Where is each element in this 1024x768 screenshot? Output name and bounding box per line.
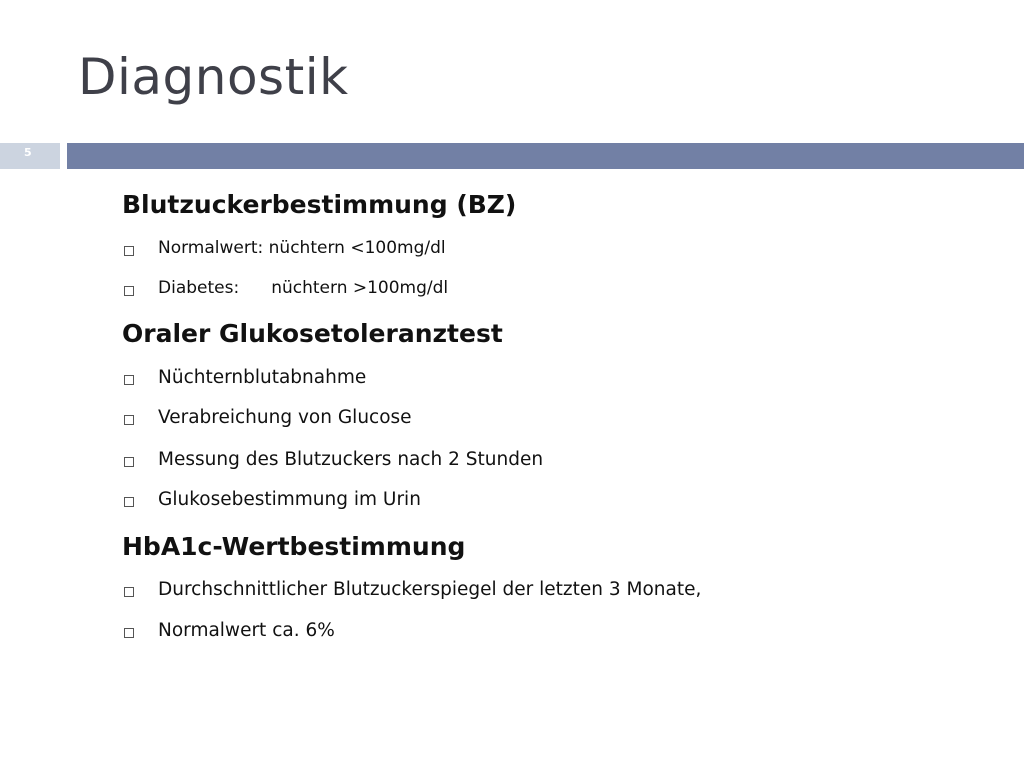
slide-title: Diagnostik [78,48,349,106]
slide-number: 5 [24,146,32,159]
section-heading-ogtt: Oraler Glukosetoleranztest [122,319,503,348]
square-bullet-icon [124,286,134,296]
square-bullet-icon [124,246,134,256]
list-item-text: Nüchternblutabnahme [158,367,367,388]
list-item-text: Durchschnittlicher Blutzuckerspiegel der letzten 3 Monate, [158,579,702,600]
section-heading-hba1c: HbA1c-Wertbestimmung [122,532,466,561]
list-item-text: Glukosebestimmung im Urin [158,489,421,510]
list-item-label: Diabetes: [158,278,240,298]
list-item-text: Normalwert: nüchtern <100mg/dl [158,238,446,258]
square-bullet-icon [124,375,134,385]
square-bullet-icon [124,457,134,467]
list-item-text: Messung des Blutzuckers nach 2 Stunden [158,449,544,470]
section-heading-blutzucker: Blutzuckerbestimmung (BZ) [122,190,517,219]
square-bullet-icon [124,587,134,597]
list-item-value: nüchtern >100mg/dl [271,278,449,298]
list-item-text: Verabreichung von Glucose [158,407,412,428]
list-item-text [158,279,448,298]
square-bullet-icon [124,628,134,638]
square-bullet-icon [124,497,134,507]
list-item-text: Normalwert ca. 6% [158,620,335,641]
square-bullet-icon [124,415,134,425]
